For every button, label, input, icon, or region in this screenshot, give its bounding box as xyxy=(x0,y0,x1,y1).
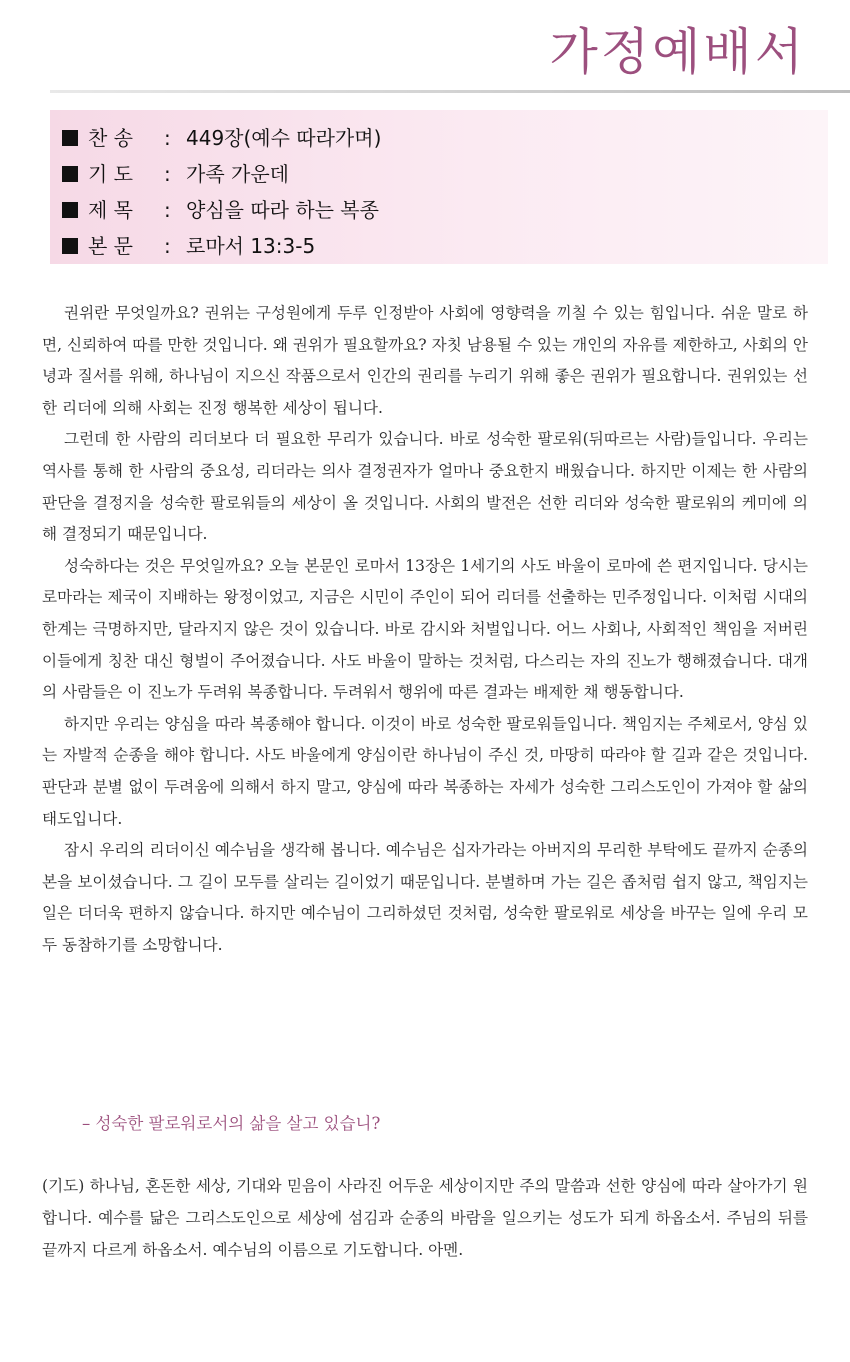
sermon-paragraph: 잠시 우리의 리더이신 예수님을 생각해 봅니다. 예수님은 십자가라는 아버지의 무리한 부탁에도 끝까지 순종의 본을 보이셨습니다. 그 길이 모두를 살리는 길이었기 때문입니다. 분별하며 가는 길은 좁처럼 쉽지 않고, 책임지는 일은 더더욱 편하지 않습니다. 하지만 예수님이 그리하셨던 것처럼, 성숙한 팔로워로 세상을 바꾸는 일에 우리 모두 동참하기를 소망합니다. xyxy=(42,841,808,954)
info-colon: : xyxy=(164,234,171,258)
sermon-body xyxy=(42,298,808,961)
info-value: 가족 가운데 xyxy=(186,162,289,186)
info-row-topic xyxy=(62,192,828,228)
sermon-paragraph: 권위란 무엇일까요? 권위는 구성원에게 두루 인정받아 사회에 영향력을 끼칠 수 있는 힘입니다. 쉬운 말로 하면, 신뢰하여 따를 만한 것입니다. 왜 권위가 필요할까요? 자칫 남용될 수 있는 개인의 자유를 제한하고, 사회의 안녕과 질서를 위해, 하나님이 지으신 작품으로서 인간의 권리를 누리기 위해 좋은 권위가 필요합니다. 권위있는 선한 리더에 의해 사회는 진정 행복한 세상이 됩니다. xyxy=(42,304,808,417)
sermon-paragraph: 하지만 우리는 양심을 따라 복종해야 합니다. 이것이 바로 성숙한 팔로워들입니다. 책임지는 주체로서, 양심 있는 자발적 순종을 해야 합니다. 사도 바울에게 양심이란 하나님이 주신 것, 마땅히 따라야 할 길과 같은 것입니다. 판단과 분별 없이 두려움에 의해서 하지 말고, 양심에 따라 복종하는 자세가 성숙한 그리스도인이 가져야 할 삶의 태도입니다. xyxy=(42,714,808,828)
info-value: 로마서 13:3-5 xyxy=(186,234,316,258)
sermon-paragraph: 성숙하다는 것은 무엇일까요? 오늘 본문인 로마서 13장은 1세기의 사도 바울이 로마에 쓴 편지입니다. 당시는 로마라는 제국이 지배하는 왕정이었고, 지금은 시민이 주인이 되어 리더를 선출하는 민주정입니다. 이처럼 시대의 한계는 극명하지만, 달라지지 않은 것이 있습니다. 바로 감시와 처벌입니다. 어느 사회나, 사회적인 책임을 저버린 이들에게 칭찬 대신 형벌이 주어졌습니다. 사도 바울이 말하는 것처럼, 다스리는 자의 진노가 행해졌습니다. 대개의 사람들은 이 진노가 두려워 복종합니다. 두려워서 행위에 따른 결과는 배제한 채 행동합니다. xyxy=(42,556,808,702)
page-title: 가정예배서 xyxy=(549,23,806,81)
bullet-square-icon xyxy=(62,202,78,218)
info-colon: : xyxy=(164,162,171,186)
info-row-prayer xyxy=(62,156,828,192)
worship-info-box xyxy=(50,110,828,264)
closing-prayer: (기도) 하나님, 혼돈한 세상, 기대와 믿음이 사라진 어두운 세상이지만 주의 말씀과 선한 양심에 따라 살아가기 원합니다. 예수를 닮은 그리스도인으로 세상에 섬김과 순종의 바람을 일으키는 성도가 되게 하옵소서. 주님의 뒤를 끝까지 다르게 하옵소서. 예수님의 이름으로 기도합니다. 아멘. xyxy=(42,1177,808,1259)
info-row-hymn xyxy=(62,120,828,156)
info-row-scripture xyxy=(62,228,828,264)
info-colon: : xyxy=(164,198,171,222)
bullet-square-icon xyxy=(62,238,78,254)
info-label: 찬 송 xyxy=(88,126,133,150)
info-value: 양심을 따라 하는 복종 xyxy=(186,198,379,222)
info-label: 제 목 xyxy=(88,198,133,222)
info-label: 본 문 xyxy=(88,234,133,258)
bullet-square-icon xyxy=(62,166,78,182)
title-divider xyxy=(50,90,850,93)
info-colon: : xyxy=(164,126,171,150)
info-value: 449장(예수 따라가며) xyxy=(186,126,382,150)
info-label: 기 도 xyxy=(88,162,133,186)
reflection-question: – 성숙한 팔로워로서의 삶을 살고 있습니? xyxy=(82,1114,381,1133)
bullet-square-icon xyxy=(62,130,78,146)
sermon-paragraph: 그런데 한 사람의 리더보다 더 필요한 무리가 있습니다. 바로 성숙한 팔로워(뒤따르는 사람)들입니다. 우리는 역사를 통해 한 사람의 중요성, 리더라는 의사 결정권자가 얼마나 중요한지 배웠습니다. 하지만 이제는 한 사람의 판단을 결정지을 성숙한 팔로워들의 세상이 올 것입니다. 사회의 발전은 선한 리더와 성숙한 팔로워의 케미에 의해 결정되기 때문입니다. xyxy=(42,430,808,544)
